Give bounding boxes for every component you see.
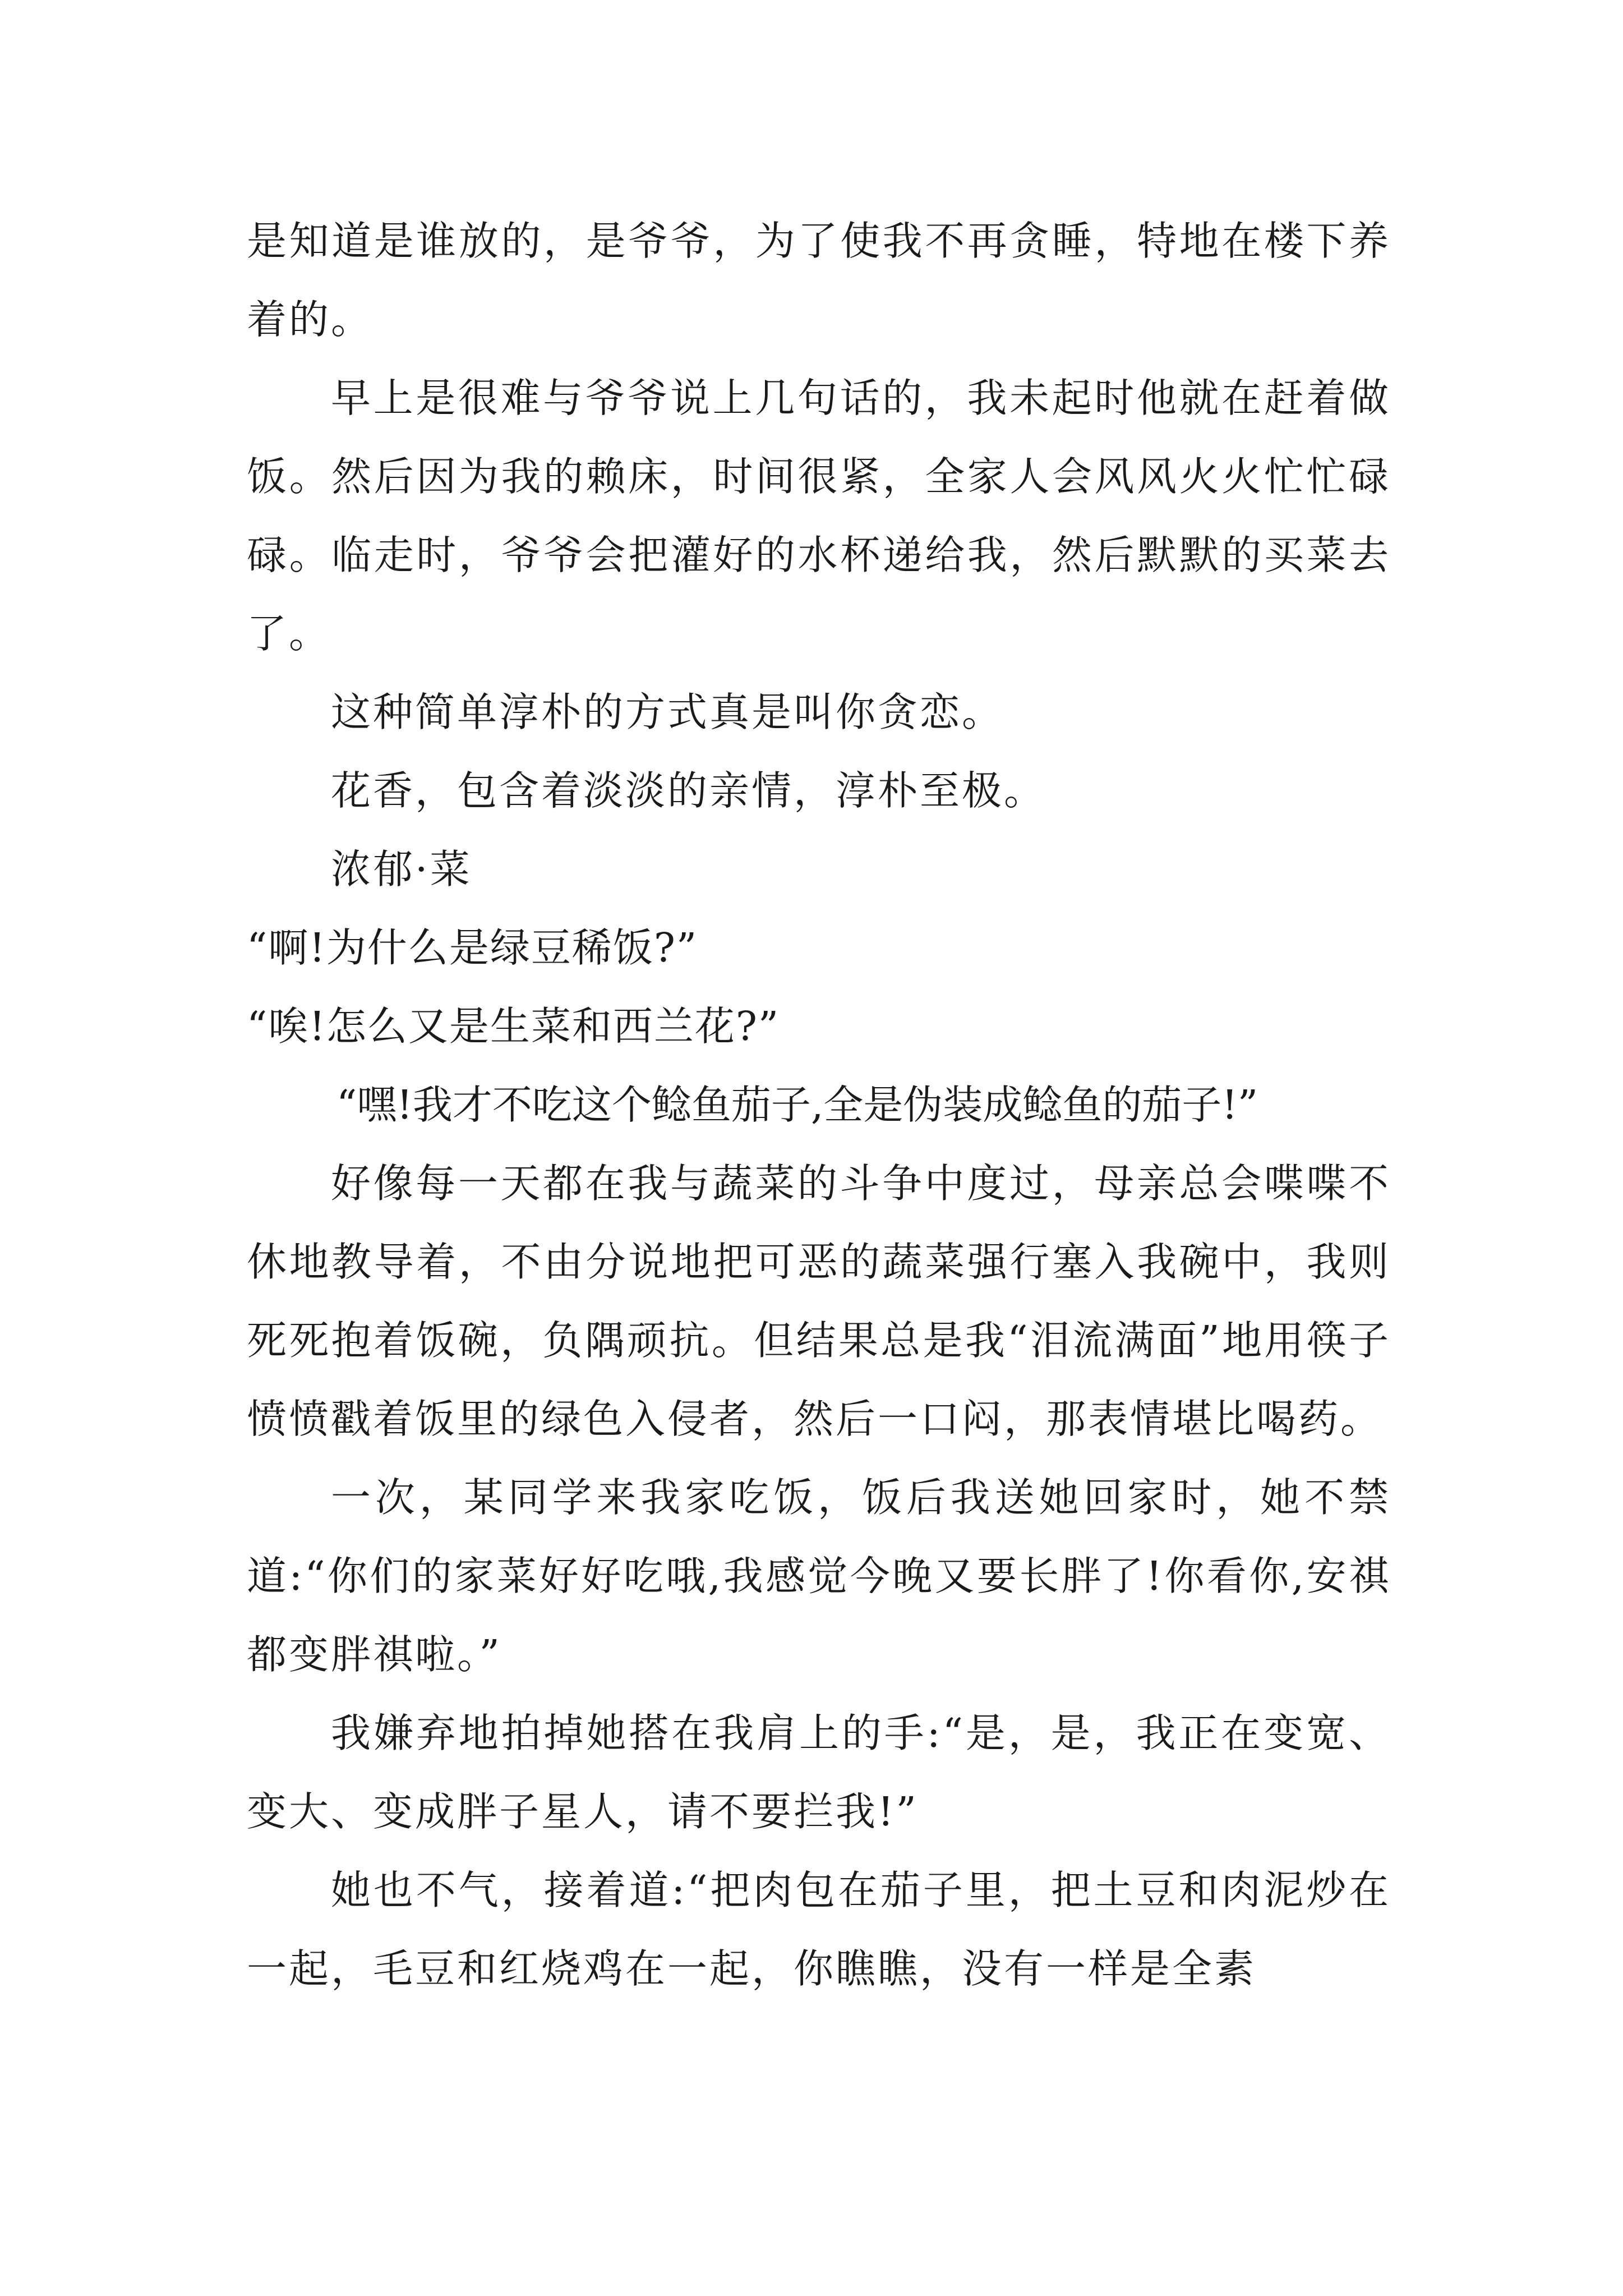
quote-mung-bean-porridge: “啊!为什么是绿豆稀饭?” [247, 924, 698, 971]
paragraph-morning: 早上是很难与爷爷说上几句话的，我未起时他就在赶着做饭。然后因为我的赖床，时间很紧，全家人会风风火火忙忙碌碌。临走时，爷爷会把灌好的水杯递给我，然后默默的买菜去了。 [247, 375, 1391, 657]
paragraph-classmate-visit: 一次，某同学来我家吃饭，饭后我送她回家时，她不禁道:“你们的家菜好好吃哦,我感觉今晚又要长胖了!你看你,安祺都变胖祺啦。” [247, 1474, 1391, 1678]
essay-body [247, 202, 1391, 2008]
quote-catfish-eggplant: “嘿!我才不吃这个鲶鱼茄子,全是伪装成鲶鱼的茄子!” [336, 1082, 1258, 1128]
quote-lettuce-broccoli: “唉!怎么又是生菜和西兰花?” [247, 1003, 780, 1050]
paragraph-classmate-continues: 她也不气，接着道:“把肉包在茄子里，把土豆和肉泥炒在一起，毛豆和红烧鸡在一起，你瞧瞧，没有一样是全素 [247, 1867, 1391, 1992]
paragraph-continuation: 是知道是谁放的，是爷爷，为了使我不再贪睡，特地在楼下养着的。 [247, 218, 1391, 343]
paragraph-reply: 我嫌弃地拍掉她搭在我肩上的手:“是，是，我正在变宽、变大、变成胖子星人，请不要拦我!” [247, 1710, 1391, 1835]
section-heading-dishes: 浓郁·菜 [331, 846, 472, 892]
paragraph-simple-way: 这种简单淳朴的方式真是叫你贪恋。 [331, 689, 1004, 735]
paragraph-flower-fragrance: 花香，包含着淡淡的亲情，淳朴至极。 [331, 767, 1046, 814]
paragraph-vegetable-battle: 好像每一天都在我与蔬菜的斗争中度过，母亲总会喋喋不休地教导着，不由分说地把可恶的蔬菜强行塞入我碗中，我则死死抱着饭碗，负隅顽抗。但结果总是我“泪流满面”地用筷子愤愤戳着饭里的绿色入侵者，然后一口闷，那表情堪比喝药。 [247, 1160, 1391, 1442]
